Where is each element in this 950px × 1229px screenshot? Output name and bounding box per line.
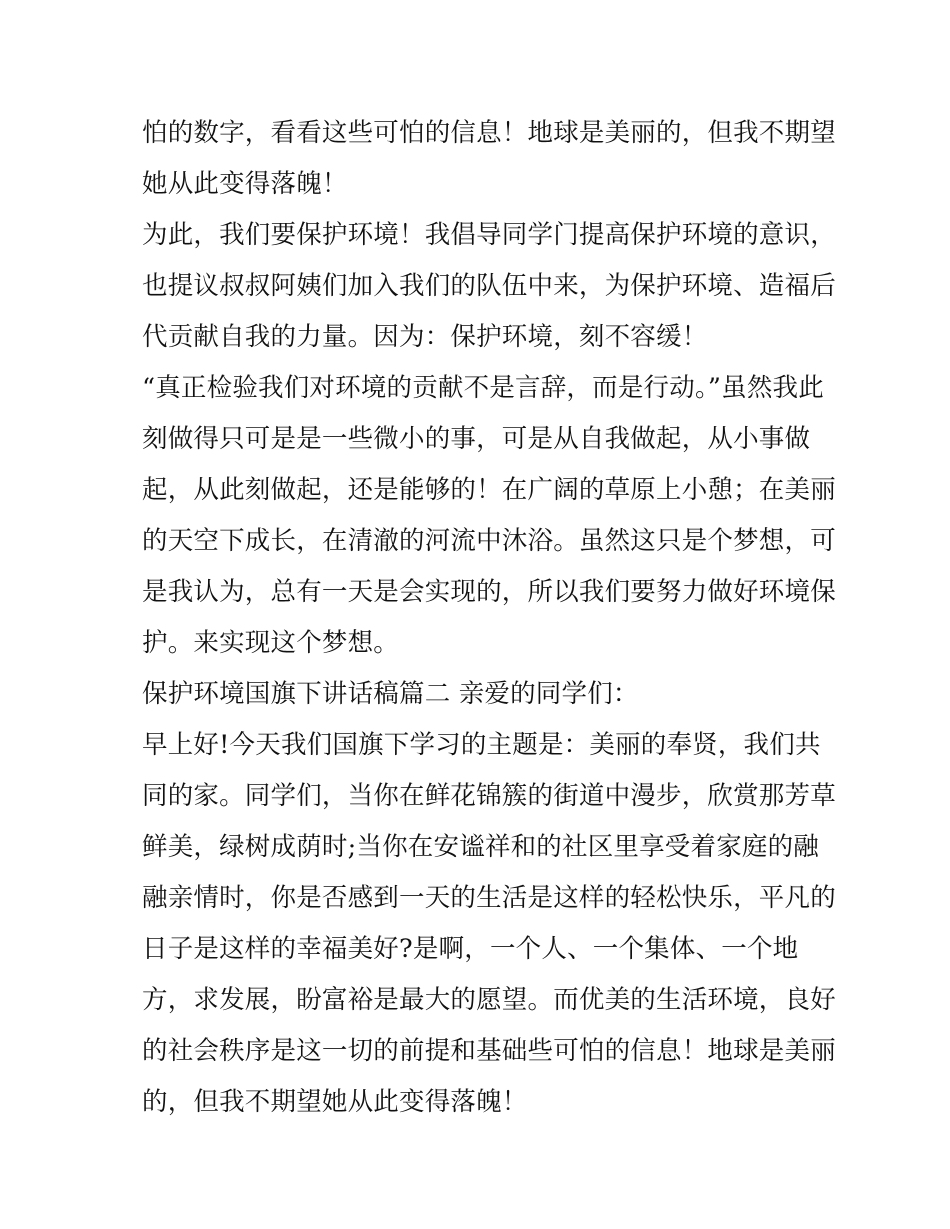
text-line: 为此，我们要保护环境！我倡导同学门提高保护环境的意识， — [142, 220, 836, 250]
text-line: 同的家。同学们，当你在鲜花锦簇的街道中漫步，欣赏那芳草 — [142, 781, 836, 811]
text-line: 方，求发展，盼富裕是最大的愿望。而优美的生活环境，良好 — [142, 985, 836, 1015]
text-line: 早上好!今天我们国旗下学习的主题是：美丽的奉贤，我们共 — [142, 730, 821, 760]
text-line: 是我认为，总有一天是会实现的，所以我们要努力做好环境保 — [142, 577, 836, 607]
text-line: 代贡献自我的力量。因为：保护环境，刻不容缓！ — [142, 322, 708, 352]
section-heading: 保护环境国旗下讲话稿篇二 亲爱的同学们： — [142, 679, 639, 709]
document-text — [142, 108, 836, 1128]
text-line: 融亲情时，你是否感到一天的生活是这样的轻松快乐，平凡的 — [142, 883, 836, 913]
text-line: 的，但我不期望她从此变得落魄！ — [142, 1087, 528, 1117]
text-line: “真正检验我们对环境的贡献不是言辞，而是行动。”虽然我此 — [142, 373, 824, 403]
text-line: 也提议叔叔阿姨们加入我们的队伍中来，为保护环境、造福后 — [142, 271, 836, 301]
text-line: 的天空下成长，在清澈的河流中沐浴。虽然这只是个梦想，可 — [142, 526, 836, 556]
text-line: 她从此变得落魄！ — [142, 169, 348, 199]
text-line: 护。来实现这个梦想。 — [142, 628, 400, 658]
text-line: 怕的数字，看看这些可怕的信息！地球是美丽的，但我不期望 — [142, 118, 836, 148]
text-line: 日子是这样的幸福美好?是啊，一个人、一个集体、一个地 — [142, 934, 799, 964]
text-line: 刻做得只可是是一些微小的事，可是从自我做起，从小事做 — [142, 424, 811, 454]
text-line: 的社会秩序是这一切的前提和基础些可怕的信息！地球是美丽 — [142, 1036, 836, 1066]
text-line: 鲜美，绿树成荫时;当你在安谧祥和的社区里享受着家庭的融 — [142, 832, 819, 862]
text-line: 起，从此刻做起，还是能够的！在广阔的草原上小憩；在美丽 — [142, 475, 836, 505]
